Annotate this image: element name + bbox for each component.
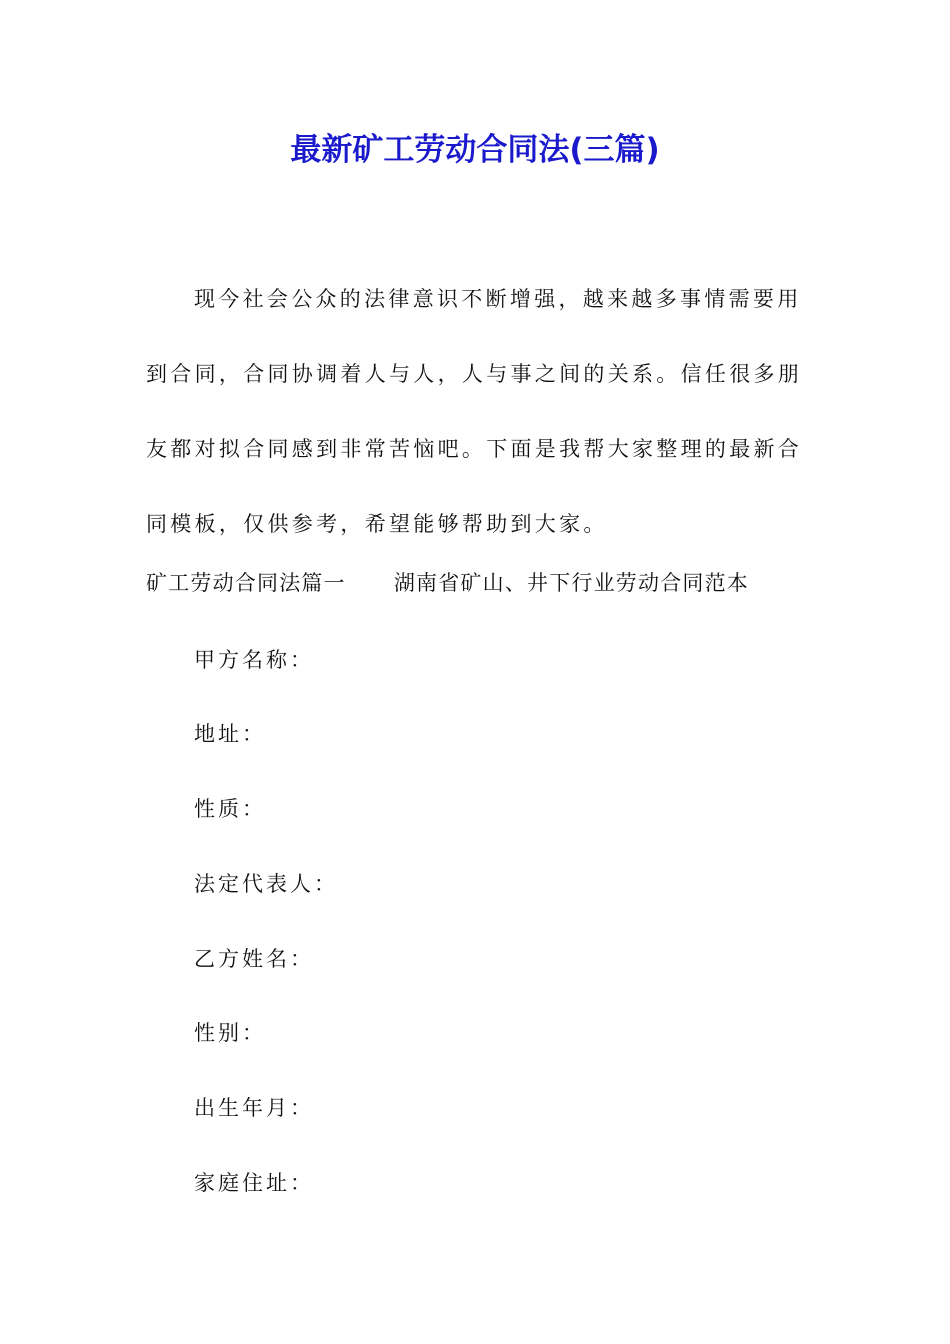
- section-heading-line: [146, 565, 826, 601]
- field-birth-date: 出生年月：: [194, 1096, 314, 1120]
- field-party-b-name: 乙方姓名：: [194, 947, 314, 971]
- field-home-address: 家庭住址：: [194, 1171, 314, 1195]
- section-heading: 矿工劳动合同法篇一: [146, 571, 346, 595]
- section-subtitle: 湖南省矿山、井下行业劳动合同范本: [393, 571, 750, 595]
- field-address: 地址：: [194, 722, 266, 746]
- document-title: 最新矿工劳动合同法(三篇): [290, 132, 660, 168]
- field-gender: 性别：: [194, 1021, 266, 1045]
- field-nature: 性质：: [194, 797, 266, 821]
- field-legal-representative: 法定代表人：: [194, 872, 338, 896]
- field-party-a-name: 甲方名称：: [194, 648, 314, 672]
- intro-paragraph: 现今社会公众的法律意识不断增强，越来越多事情需要用到合同，合同协调着人与人，人与事之间的关系。信任很多朋友都对拟合同感到非常苦恼吧。下面是我帮大家整理的最新合同模板，仅供参考，希望能够帮助到大家。: [146, 287, 803, 536]
